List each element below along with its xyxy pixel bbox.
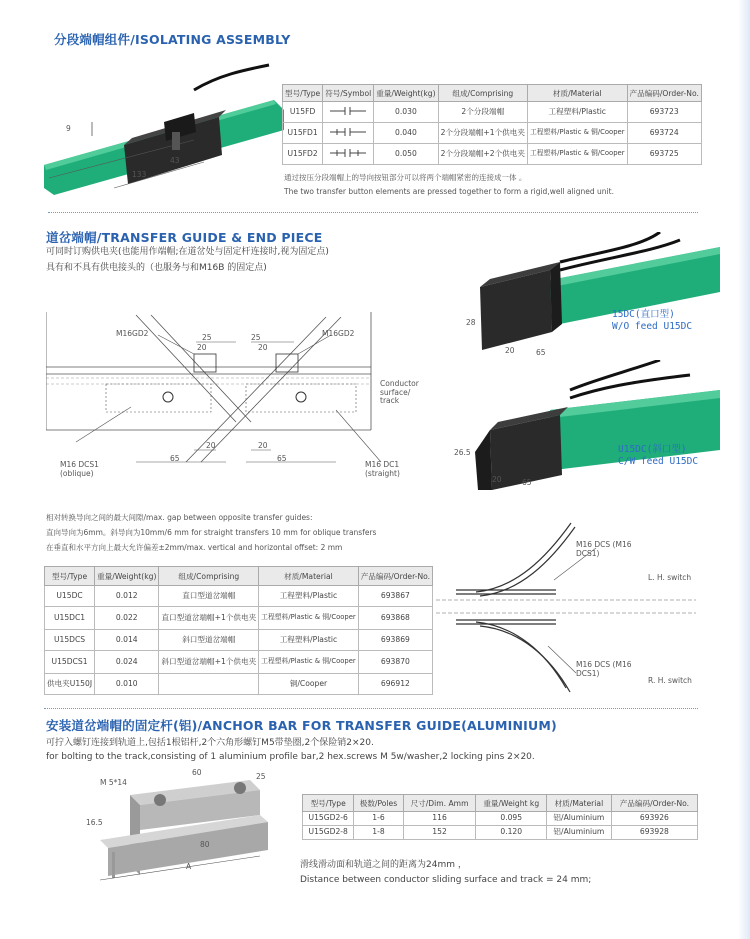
label-conductor-surface: Conductor surface/ track bbox=[380, 379, 419, 406]
switch-diagrams bbox=[436, 508, 696, 698]
col-symbol: 符号/Symbol bbox=[323, 85, 374, 102]
col-weight: 重量/Weight(kg) bbox=[374, 85, 438, 102]
col-poles: 极数/Poles bbox=[354, 795, 403, 812]
anchor-line-cn: 可拧入螺钉连接到轨道上,包括1根铝杆,2个六角形螺钉M5带垫圈,2个保险销2×20. bbox=[46, 738, 374, 748]
section-title-transfer: 道岔端帽/TRANSFER GUIDE & END PIECE bbox=[46, 230, 323, 245]
col-material: 材质/Material bbox=[546, 795, 611, 812]
transfer-line1: 可同时订购供电夹(也能用作端帽;在道岔处与固定杆连接时,视为固定点) bbox=[46, 247, 329, 257]
col-order: 产品编码/Order-No. bbox=[611, 795, 697, 812]
col-material: 材质/Material bbox=[259, 567, 359, 586]
dim-65-right: 65 bbox=[277, 454, 287, 463]
dim-26-5: 26.5 bbox=[454, 448, 471, 457]
table-row: U15GD2-8 1-8 152 0.120 铝/Aluminium 693928 bbox=[303, 826, 698, 840]
transfer-line2: 具有和不具有供电接头的（也服务与和M16B 的固定点) bbox=[46, 263, 267, 273]
dim-a: A bbox=[186, 862, 192, 871]
table-row: U15FD1 0.040 2个分段端帽+1个供电夹 工程塑料/Plastic & 铜/Cooper 693724 bbox=[283, 123, 702, 144]
table-row: U15DCS1 0.024 斜口型道岔端帽+1个供电夹 工程塑料/Plastic & 铜/Cooper 693870 bbox=[45, 651, 433, 674]
oblique-end-cap-photo bbox=[450, 360, 720, 510]
dim-16-5: 16.5 bbox=[86, 818, 103, 827]
dim-20-top-left: 20 bbox=[197, 343, 207, 352]
dim-133: 133 bbox=[132, 170, 147, 179]
dim-65-left: 65 bbox=[170, 454, 180, 463]
gap-note-2: 直向导向为6mm。斜导向为10mm/6 mm for straight transfers 10 mm for oblique transfers bbox=[46, 528, 377, 537]
divider bbox=[44, 708, 698, 709]
label-m16gd2-right: M16GD2 bbox=[322, 329, 355, 338]
symbol-icon bbox=[323, 123, 374, 144]
dim-60: 60 bbox=[192, 768, 202, 777]
col-material: 材质/Material bbox=[527, 85, 627, 102]
symbol-icon bbox=[323, 102, 374, 123]
dim-25: 25 bbox=[256, 772, 266, 781]
dim-65-photo2: 65 bbox=[522, 478, 532, 487]
col-type: 型号/Type bbox=[283, 85, 323, 102]
label-rh-dcs: M16 DCS (M16 DCS1) bbox=[576, 660, 632, 678]
dim-65-photo1: 65 bbox=[536, 348, 546, 357]
dim-80: 80 bbox=[200, 840, 210, 849]
table-row: U15DC1 0.022 直口型道岔端帽+1个供电夹 工程塑料/Plastic & 铜/Cooper 693868 bbox=[45, 607, 433, 630]
section-title-anchor: 安装道岔端帽的固定杆(铝)/ANCHOR BAR FOR TRANSFER GUIDE(ALUMINIUM) bbox=[46, 718, 557, 733]
isolating-spec-table bbox=[282, 84, 702, 165]
gap-note-1: 相对转换导向之间的最大间隙/max. gap between opposite transfer guides: bbox=[46, 513, 313, 522]
transfer-spec-table bbox=[44, 566, 433, 695]
dim-28: 28 bbox=[466, 318, 476, 327]
divider bbox=[48, 212, 698, 213]
table-row: 供电夹U150J 0.010 铜/Cooper 696912 bbox=[45, 674, 433, 695]
col-comprising: 组成/Comprising bbox=[438, 85, 527, 102]
isolating-assembly-illustration bbox=[44, 60, 284, 210]
dim-9: 9 bbox=[66, 124, 71, 133]
anchor-note-cn: 滑线滑动面和轨道之间的距离为24mm ， bbox=[300, 860, 467, 870]
label-rh-switch: R. H. switch bbox=[648, 676, 692, 685]
page-edge-gradient bbox=[738, 0, 750, 939]
anchor-spec-table bbox=[302, 794, 698, 840]
dim-20-top-right: 20 bbox=[258, 343, 268, 352]
dim-20-photo1: 20 bbox=[505, 346, 515, 355]
anchor-bar-illustration bbox=[90, 770, 290, 895]
col-type: 型号/Type bbox=[45, 567, 95, 586]
label-straight-type: 15DC(直口型) bbox=[612, 309, 675, 320]
anchor-note-en: Distance between conductor sliding surface and track = 24 mm; bbox=[300, 875, 592, 885]
section-title-isolating: 分段端帽组件/ISOLATING ASSEMBLY bbox=[54, 32, 291, 47]
dim-43: 43 bbox=[170, 156, 180, 165]
isolating-note-en: The two transfer button elements are pressed together to form a rigid,well aligned unit. bbox=[284, 187, 614, 196]
straight-end-cap-photo bbox=[450, 232, 720, 372]
dim-20-bottom-left: 20 bbox=[206, 441, 216, 450]
label-dcs1-oblique: M16 DCS1 (oblique) bbox=[60, 460, 99, 478]
label-straight-feed: W/O feed U15DC bbox=[612, 321, 693, 332]
label-dc1-straight: M16 DC1 (straight) bbox=[365, 460, 400, 478]
transfer-guide-drawing bbox=[46, 312, 426, 484]
dim-20-photo2: 20 bbox=[492, 475, 502, 484]
col-type: 型号/Type bbox=[303, 795, 354, 812]
gap-note-3: 在垂直和水平方向上最大允许偏差±2mm/max. vertical and horizontal offset: 2 mm bbox=[46, 543, 343, 552]
col-weight: 重量/Weight(kg) bbox=[95, 567, 159, 586]
table-row: U15DC 0.012 直口型道岔端帽 工程塑料/Plastic 693867 bbox=[45, 586, 433, 607]
col-weight: 重量/Weight kg bbox=[476, 795, 547, 812]
col-order: 产品编码/Order-No. bbox=[358, 567, 432, 586]
dim-20-bottom-right: 20 bbox=[258, 441, 268, 450]
label-lh-dcs: M16 DCS (M16 DCS1) bbox=[576, 540, 632, 558]
label-m5-screw: M 5*14 bbox=[100, 778, 127, 787]
label-oblique-feed: C/W feed U15DC bbox=[618, 456, 699, 467]
table-row: U15GD2-6 1-6 116 0.095 铝/Aluminium 693926 bbox=[303, 812, 698, 826]
symbol-icon bbox=[323, 144, 374, 165]
col-dim: 尺寸/Dim. Amm bbox=[403, 795, 476, 812]
anchor-line-en: for bolting to the track,consisting of 1 aluminium profile bar,2 hex.screws M 5w/washer,2 locking pins 2×20. bbox=[46, 752, 535, 762]
label-m16gd2-left: M16GD2 bbox=[116, 329, 149, 338]
table-row: U15DCS 0.014 斜口型道岔端帽 工程塑料/Plastic 693869 bbox=[45, 630, 433, 651]
label-oblique-type: U15DC(斜口型) bbox=[618, 444, 687, 455]
col-order: 产品编码/Order-No. bbox=[627, 85, 701, 102]
table-row: U15FD2 0.050 2个分段端帽+2个供电夹 工程塑料/Plastic & 铜/Cooper 693725 bbox=[283, 144, 702, 165]
col-comprising: 组成/Comprising bbox=[159, 567, 259, 586]
isolating-note-cn: 通过按压分段端帽上的导向按钮部分可以将两个端帽紧密的连接成一体 。 bbox=[284, 173, 527, 182]
label-lh-switch: L. H. switch bbox=[648, 573, 692, 582]
dim-25-right: 25 bbox=[251, 333, 261, 342]
table-row: U15FD 0.030 2个分段端帽 工程塑料/Plastic 693723 bbox=[283, 102, 702, 123]
dim-25-left: 25 bbox=[202, 333, 212, 342]
